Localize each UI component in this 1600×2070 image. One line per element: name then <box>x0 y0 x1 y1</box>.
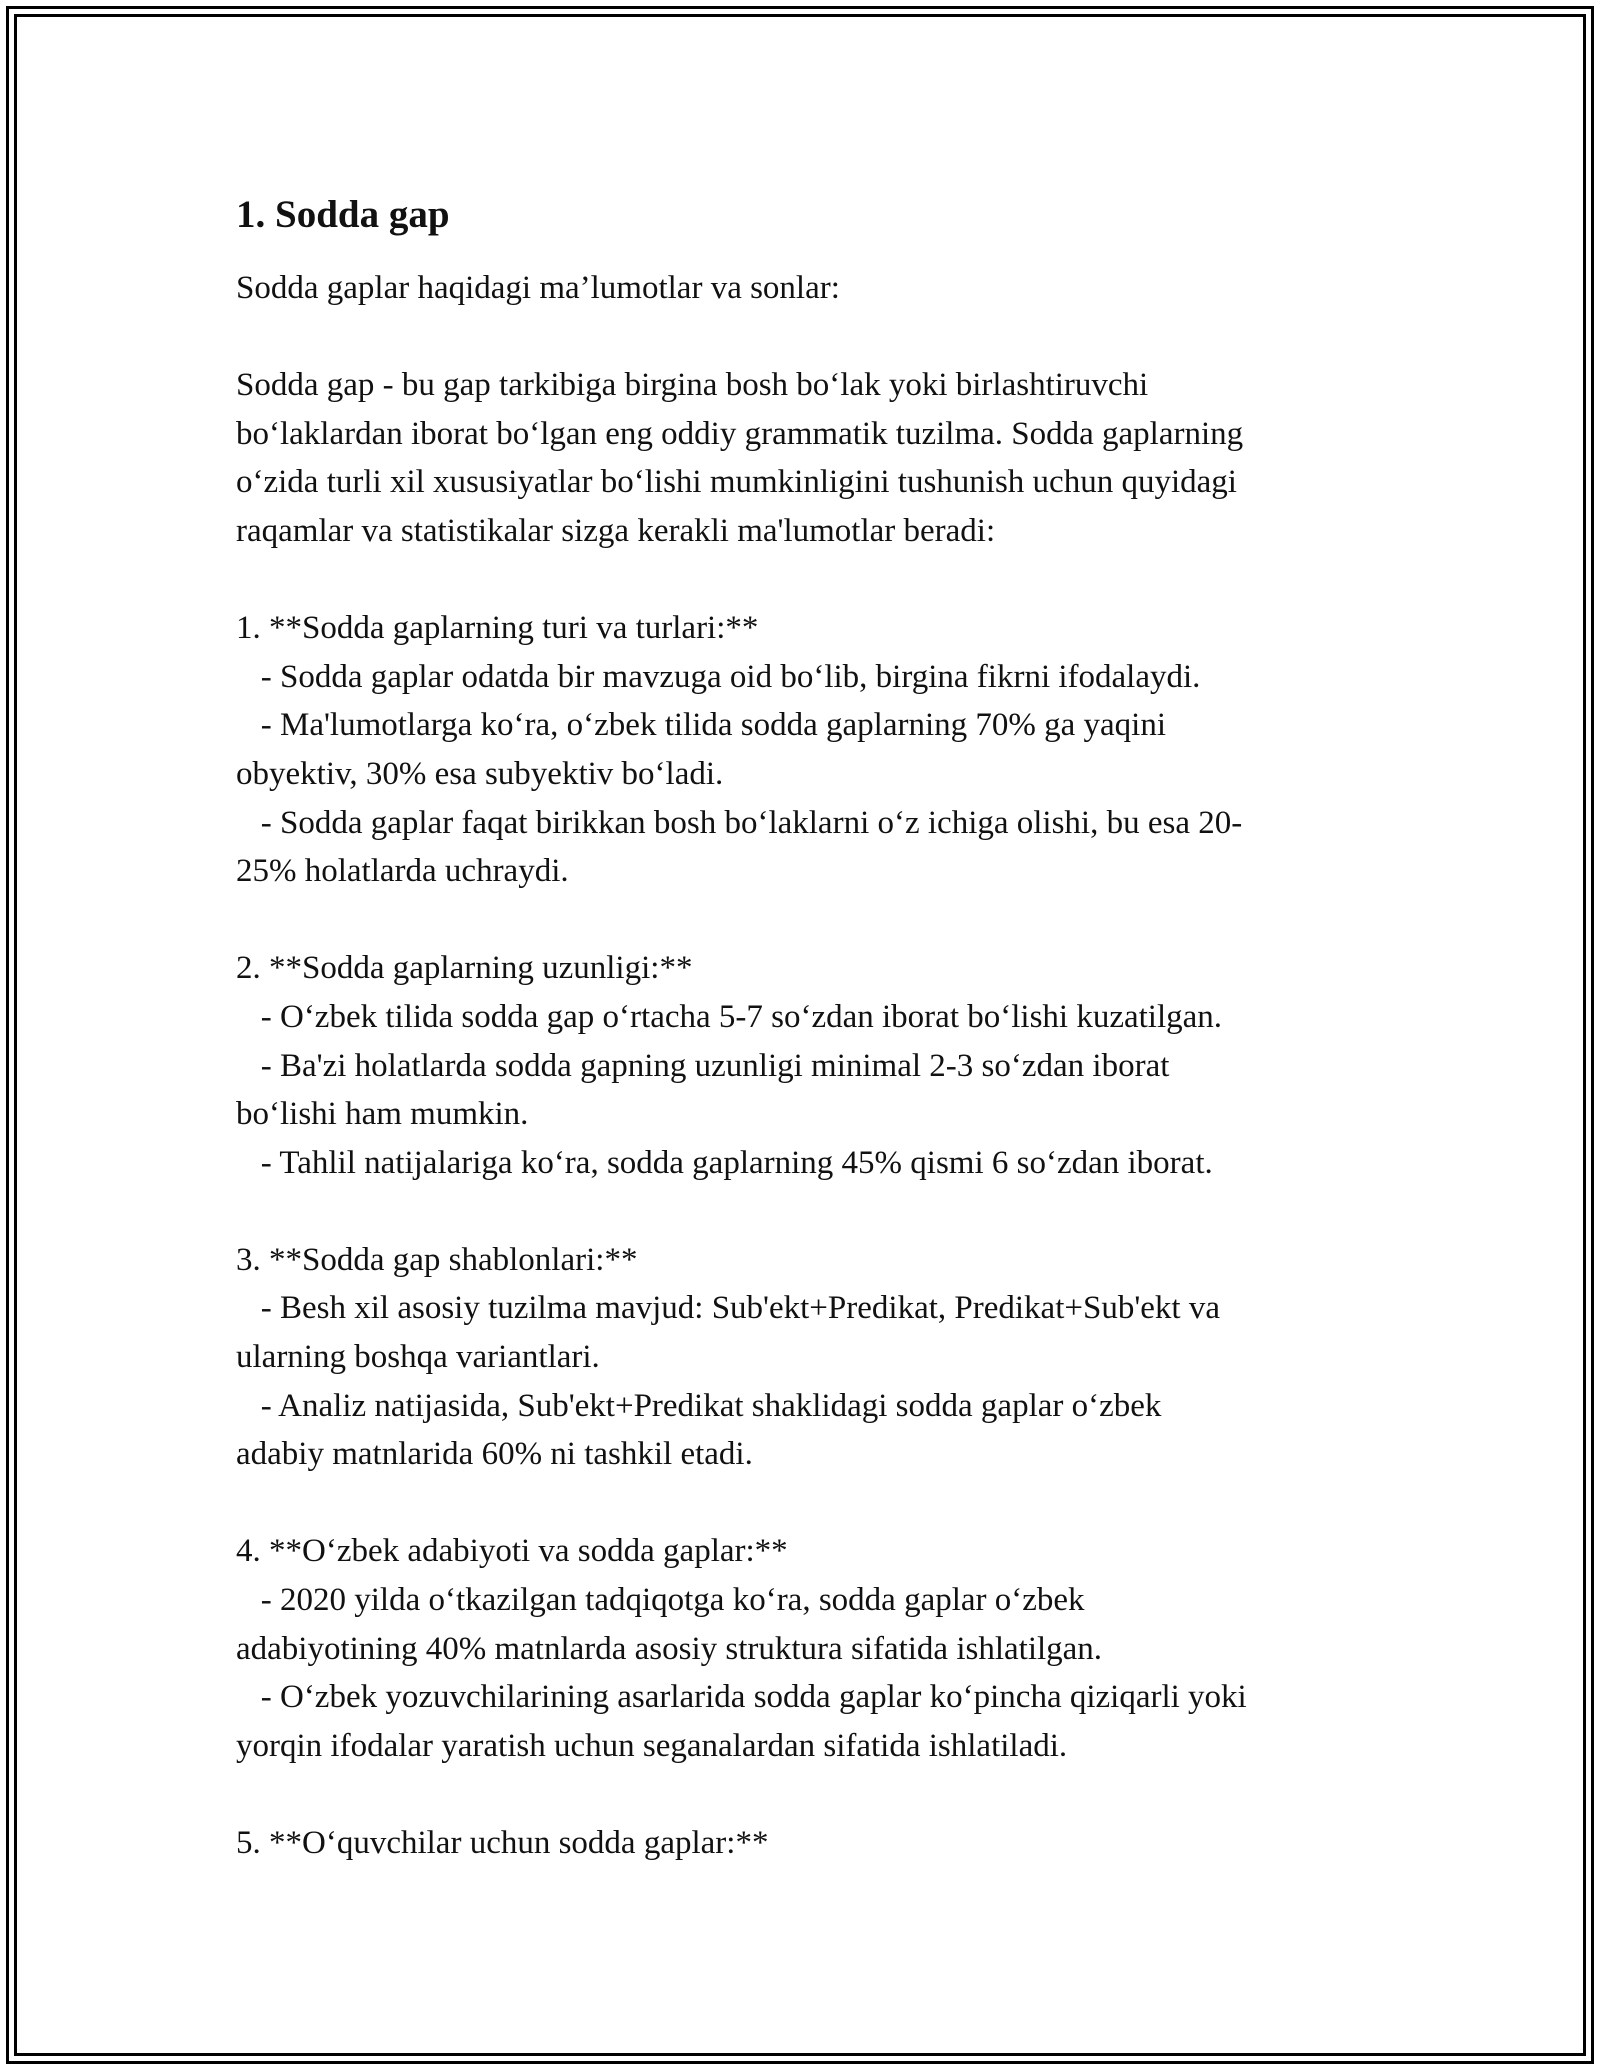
text-line: boʻlishi ham mumkin. <box>236 1096 529 1133</box>
blank-line <box>236 1479 1386 1528</box>
blank-line <box>236 1770 1386 1819</box>
text-line: - Sodda gaplar faqat birikkan bosh boʻlaklarni oʻz ichiga olishi, bu esa 20- <box>236 804 1243 841</box>
text-line: - Analiz natijasida, Sub'ekt+Predikat shaklidagi sodda gaplar oʻzbek <box>236 1387 1162 1424</box>
text-line: - Besh xil asosiy tuzilma mavjud: Sub'ekt+Predikat, Predikat+Sub'ekt va <box>236 1290 1220 1327</box>
text-line: 2. **Sodda gaplarning uzunligi:** <box>236 950 693 987</box>
text-line: 4. **Oʻzbek adabiyoti va sodda gaplar:** <box>236 1533 788 1570</box>
text-line: oʻzida turli xil xususiyatlar boʻlishi mumkinligini tushunish uchun quyidagi <box>236 464 1237 501</box>
text-line: ularning boshqa variantlari. <box>236 1339 600 1376</box>
text-line: adabiyotining 40% matnlarda asosiy struktura sifatida ishlatilgan. <box>236 1630 1103 1667</box>
text-line: - Sodda gaplar odatda bir mavzuga oid boʻlib, birgina fikrni ifodalaydi. <box>236 658 1201 695</box>
document-body <box>236 190 1386 1868</box>
text-line: 25% holatlarda uchraydi. <box>236 853 569 890</box>
blank-line <box>236 896 1386 945</box>
text-line: - 2020 yilda oʻtkazilgan tadqiqotga koʻra, sodda gaplar oʻzbek <box>236 1582 1085 1619</box>
text-line: 5. **Oʻquvchilar uchun sodda gaplar:** <box>236 1825 769 1861</box>
text-line: boʻlaklardan iborat boʻlgan eng oddiy grammatik tuzilma. Sodda gaplarning <box>236 415 1244 452</box>
text-line: - Tahlil natijalariga koʻra, sodda gaplarning 45% qismi 6 soʻzdan iborat. <box>236 1144 1213 1181</box>
blank-line <box>236 1187 1386 1236</box>
text-line: - Oʻzbek tilida sodda gap oʻrtacha 5-7 soʻzdan iborat boʻlishi kuzatilgan. <box>236 998 1223 1035</box>
text-line: Sodda gaplar haqidagi ma’lumotlar va sonlar: <box>236 270 840 306</box>
blank-line <box>236 313 1386 362</box>
text-line: adabiy matnlarida 60% ni tashkil etadi. <box>236 1436 753 1473</box>
text-line: Sodda gap - bu gap tarkibiga birgina bosh boʻlak yoki birlashtiruvchi <box>236 367 1149 404</box>
text-line: obyektiv, 30% esa subyektiv boʻladi. <box>236 755 724 792</box>
document-title: 1. Sodda gap <box>236 193 450 236</box>
text-line: - Ma'lumotlarga koʻra, oʻzbek tilida sodda gaplarning 70% ga yaqini <box>236 707 1166 744</box>
blank-line <box>236 556 1386 605</box>
text-line: raqamlar va statistikalar sizga kerakli ma'lumotlar beradi: <box>236 512 996 549</box>
text-line: 3. **Sodda gap shablonlari:** <box>236 1241 638 1278</box>
document-text <box>236 264 1386 1868</box>
text-line: yorqin ifodalar yaratish uchun seganalardan sifatida ishlatiladi. <box>236 1727 1068 1764</box>
text-line: 1. **Sodda gaplarning turi va turlari:** <box>236 610 759 647</box>
text-line: - Ba'zi holatlarda sodda gapning uzunligi minimal 2-3 soʻzdan iborat <box>236 1047 1170 1084</box>
text-line: - Oʻzbek yozuvchilarining asarlarida sodda gaplar koʻpincha qiziqarli yoki <box>236 1679 1247 1716</box>
